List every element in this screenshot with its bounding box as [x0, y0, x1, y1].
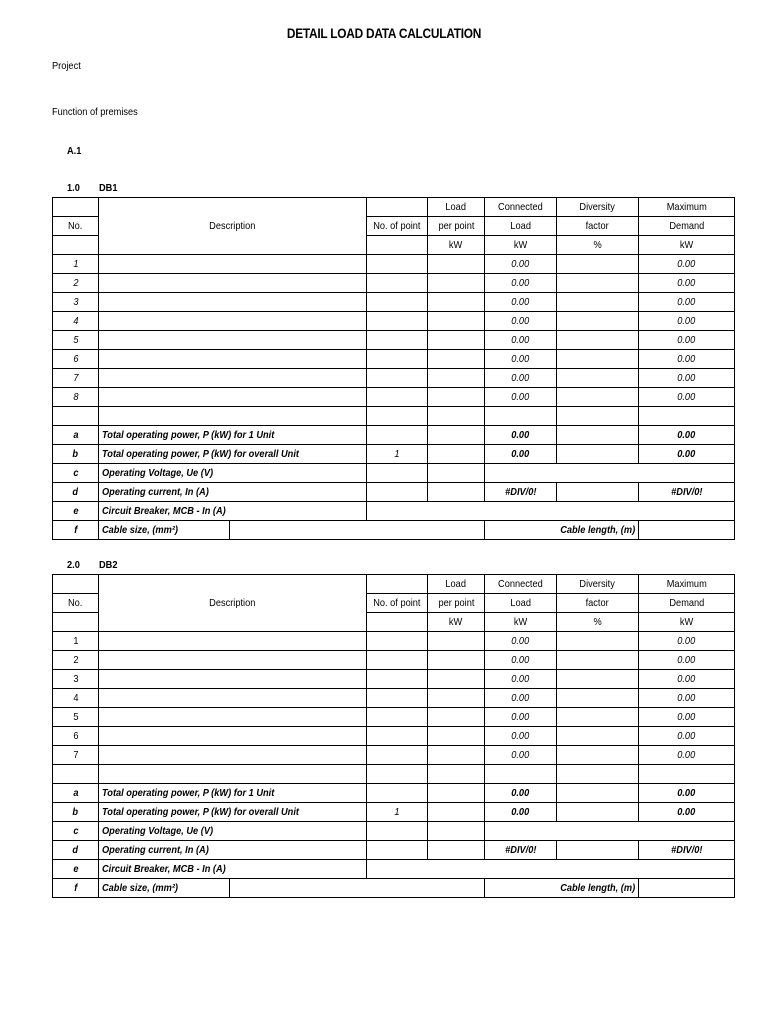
- row-load-per-point: [428, 274, 485, 293]
- row-maximum-demand: 0.00: [639, 746, 735, 765]
- row-connected-load: 0.00: [485, 670, 557, 689]
- header-unit-kw: kW: [449, 238, 463, 251]
- table-row: [53, 388, 735, 407]
- header-no: No.: [68, 596, 83, 609]
- row-diversity-factor: [557, 274, 639, 293]
- header-no-of-point: No. of point: [373, 219, 421, 232]
- table-row: [53, 727, 735, 746]
- summary-row-a: a Total operating power, P (kW) for 1 Unit 0.00 0.00: [53, 784, 735, 803]
- table-row: [53, 331, 735, 350]
- summary-row-d: d Operating current, In (A) #DIV/0! #DIV/0!: [53, 841, 735, 860]
- row-no-of-point: [367, 255, 428, 274]
- row-description: [99, 331, 367, 350]
- row-connected-load: 0.00: [485, 274, 557, 293]
- row-number: 3: [53, 670, 99, 689]
- table-row: [53, 651, 735, 670]
- row-load-per-point: [428, 689, 485, 708]
- row-no-of-point: [367, 632, 428, 651]
- row-maximum-demand: 0.00: [639, 350, 735, 369]
- row-number: 4: [53, 312, 99, 331]
- header-row: [53, 575, 735, 594]
- row-load-per-point: [428, 651, 485, 670]
- row-load-per-point: [428, 350, 485, 369]
- header-unit-kw: kW: [513, 238, 528, 251]
- header-per-point: per point: [438, 596, 474, 609]
- page-title: DETAIL LOAD DATA CALCULATION: [286, 25, 482, 41]
- row-number: 6: [53, 350, 99, 369]
- row-load-per-point: [428, 388, 485, 407]
- summary-row-c: c Operating Voltage, Ue (V): [53, 464, 735, 483]
- row-description: [99, 369, 367, 388]
- row-diversity-factor: [557, 312, 639, 331]
- row-diversity-factor: [557, 388, 639, 407]
- header-unit-kw: kW: [513, 615, 528, 628]
- row-number: 5: [53, 331, 99, 350]
- header-unit-kw: kW: [679, 238, 694, 251]
- row-load-per-point: [428, 632, 485, 651]
- summary-row-d: d Operating current, In (A) #DIV/0! #DIV/0!: [53, 483, 735, 502]
- row-load-per-point: [428, 727, 485, 746]
- row-diversity-factor: [557, 255, 639, 274]
- row-no-of-point: [367, 350, 428, 369]
- header-demand: Demand: [669, 596, 704, 609]
- row-number: 5: [53, 708, 99, 727]
- header-description: Description: [209, 219, 256, 232]
- row-diversity-factor: [557, 689, 639, 708]
- row-connected-load: 0.00: [485, 369, 557, 388]
- header-unit-kw: kW: [679, 615, 694, 628]
- section-label: A.1: [67, 145, 82, 157]
- row-maximum-demand: 0.00: [639, 708, 735, 727]
- header-diversity: Diversity: [579, 577, 616, 590]
- row-diversity-factor: [557, 670, 639, 689]
- header-unit-percent: %: [593, 615, 602, 628]
- row-maximum-demand: 0.00: [639, 388, 735, 407]
- row-connected-load: 0.00: [485, 727, 557, 746]
- summary-row-e: e Circuit Breaker, MCB - In (A): [53, 502, 735, 521]
- db1-table: [52, 197, 735, 540]
- row-no-of-point: [367, 708, 428, 727]
- table-row: [53, 670, 735, 689]
- header-diversity: Diversity: [579, 200, 616, 213]
- summary-row-c: c Operating Voltage, Ue (V): [53, 822, 735, 841]
- row-no-of-point: [367, 274, 428, 293]
- row-number: 7: [53, 369, 99, 388]
- table-row: [53, 689, 735, 708]
- row-number: 1: [53, 632, 99, 651]
- row-no-of-point: [367, 331, 428, 350]
- row-connected-load: 0.00: [485, 312, 557, 331]
- row-connected-load: 0.00: [485, 651, 557, 670]
- row-load-per-point: [428, 255, 485, 274]
- db1-number: 1.0: [67, 182, 80, 194]
- row-load-per-point: [428, 708, 485, 727]
- table-row: [53, 255, 735, 274]
- row-connected-load: 0.00: [485, 350, 557, 369]
- row-maximum-demand: 0.00: [639, 689, 735, 708]
- table-row: [53, 708, 735, 727]
- row-connected-load: 0.00: [485, 708, 557, 727]
- db1-name: DB1: [99, 182, 118, 194]
- db2-number: 2.0: [67, 559, 80, 571]
- header-load: Load: [510, 596, 531, 609]
- blank-row: [53, 765, 735, 784]
- row-description: [99, 255, 367, 274]
- summary-row-f: f Cable size, (mm²) Cable length, (m): [53, 521, 735, 540]
- project-label: Project: [52, 60, 81, 72]
- row-description: [99, 632, 367, 651]
- row-diversity-factor: [557, 632, 639, 651]
- header-factor: factor: [585, 596, 610, 609]
- table-row: [53, 369, 735, 388]
- db1-item-rows: [53, 255, 735, 407]
- row-load-per-point: [428, 670, 485, 689]
- row-maximum-demand: 0.00: [639, 651, 735, 670]
- row-description: [99, 651, 367, 670]
- header-load: Load: [510, 219, 531, 232]
- row-maximum-demand: 0.00: [639, 274, 735, 293]
- row-description: [99, 689, 367, 708]
- table-row: [53, 293, 735, 312]
- row-description: [99, 708, 367, 727]
- table-row: [53, 350, 735, 369]
- row-diversity-factor: [557, 746, 639, 765]
- db2-name: DB2: [99, 559, 118, 571]
- table-row: [53, 274, 735, 293]
- row-diversity-factor: [557, 331, 639, 350]
- row-number: 6: [53, 727, 99, 746]
- row-no-of-point: [367, 670, 428, 689]
- row-load-per-point: [428, 746, 485, 765]
- blank-row: [53, 407, 735, 426]
- row-connected-load: 0.00: [485, 293, 557, 312]
- row-description: [99, 293, 367, 312]
- row-number: 2: [53, 274, 99, 293]
- row-maximum-demand: 0.00: [639, 670, 735, 689]
- row-maximum-demand: 0.00: [639, 727, 735, 746]
- row-connected-load: 0.00: [485, 255, 557, 274]
- summary-row-b: b Total operating power, P (kW) for overall Unit 1 0.00 0.00: [53, 803, 735, 822]
- row-number: 3: [53, 293, 99, 312]
- row-maximum-demand: 0.00: [639, 331, 735, 350]
- row-connected-load: 0.00: [485, 331, 557, 350]
- row-no-of-point: [367, 293, 428, 312]
- row-maximum-demand: 0.00: [639, 369, 735, 388]
- row-description: [99, 746, 367, 765]
- function-label: Function of premises: [52, 106, 138, 118]
- row-description: [99, 312, 367, 331]
- row-maximum-demand: 0.00: [639, 312, 735, 331]
- row-description: [99, 670, 367, 689]
- row-maximum-demand: 0.00: [639, 255, 735, 274]
- row-no-of-point: [367, 369, 428, 388]
- row-no-of-point: [367, 689, 428, 708]
- row-no-of-point: [367, 388, 428, 407]
- row-load-per-point: [428, 312, 485, 331]
- header-per-point: per point: [438, 219, 474, 232]
- summary-row-a: a Total operating power, P (kW) for 1 Unit 0.00 0.00: [53, 426, 735, 445]
- header-maximum: Maximum: [666, 200, 707, 213]
- header-connected: Connected: [498, 577, 543, 590]
- row-description: [99, 350, 367, 369]
- header-unit-kw: kW: [449, 615, 463, 628]
- row-connected-load: 0.00: [485, 632, 557, 651]
- row-description: [99, 274, 367, 293]
- header-description: Description: [209, 596, 256, 609]
- table-row: [53, 632, 735, 651]
- row-number: 1: [53, 255, 99, 274]
- row-connected-load: 0.00: [485, 689, 557, 708]
- row-load-per-point: [428, 369, 485, 388]
- row-diversity-factor: [557, 293, 639, 312]
- header-factor: factor: [585, 219, 610, 232]
- header-unit-percent: %: [593, 238, 602, 251]
- summary-row-f: f Cable size, (mm²) Cable length, (m): [53, 879, 735, 898]
- row-diversity-factor: [557, 727, 639, 746]
- row-diversity-factor: [557, 369, 639, 388]
- row-number: 7: [53, 746, 99, 765]
- row-description: [99, 727, 367, 746]
- header-load: Load: [445, 200, 467, 213]
- row-no-of-point: [367, 727, 428, 746]
- row-diversity-factor: [557, 350, 639, 369]
- row-description: [99, 388, 367, 407]
- header-demand: Demand: [669, 219, 704, 232]
- header-connected: Connected: [498, 200, 543, 213]
- row-diversity-factor: [557, 651, 639, 670]
- row-no-of-point: [367, 746, 428, 765]
- row-number: 8: [53, 388, 99, 407]
- header-no: No.: [68, 219, 83, 232]
- table-row: [53, 312, 735, 331]
- db2-item-rows: [53, 632, 735, 765]
- row-load-per-point: [428, 331, 485, 350]
- header-row: [53, 198, 735, 217]
- row-diversity-factor: [557, 708, 639, 727]
- row-load-per-point: [428, 293, 485, 312]
- summary-row-e: e Circuit Breaker, MCB - In (A): [53, 860, 735, 879]
- header-maximum: Maximum: [666, 577, 707, 590]
- header-no-of-point: No. of point: [373, 596, 421, 609]
- row-number: 2: [53, 651, 99, 670]
- row-connected-load: 0.00: [485, 746, 557, 765]
- row-no-of-point: [367, 312, 428, 331]
- row-maximum-demand: 0.00: [639, 632, 735, 651]
- table-row: [53, 746, 735, 765]
- row-connected-load: 0.00: [485, 388, 557, 407]
- summary-row-b: b Total operating power, P (kW) for overall Unit 1 0.00 0.00: [53, 445, 735, 464]
- row-no-of-point: [367, 651, 428, 670]
- row-number: 4: [53, 689, 99, 708]
- row-maximum-demand: 0.00: [639, 293, 735, 312]
- db2-table: [52, 574, 735, 898]
- header-load: Load: [445, 577, 467, 590]
